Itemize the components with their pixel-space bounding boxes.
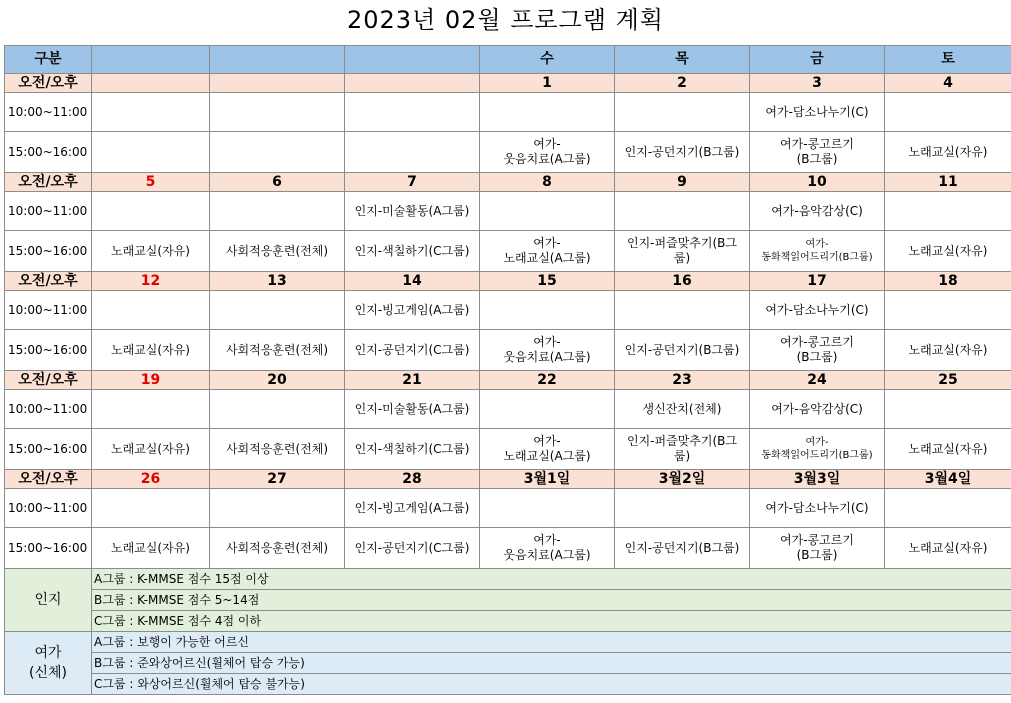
- program-cell-sun[interactable]: 노래교실(자유): [92, 528, 210, 569]
- time-label[interactable]: 15:00~16:00: [5, 231, 92, 272]
- program-cell-sun[interactable]: 노래교실(자유): [92, 429, 210, 470]
- header-thu[interactable]: 목: [615, 46, 750, 74]
- date-cell-wed[interactable]: 15: [480, 272, 615, 291]
- program-cell-thu[interactable]: [615, 93, 750, 132]
- program-cell-sat[interactable]: [885, 93, 1011, 132]
- program-cell-tue[interactable]: 인지-공던지기(C그룹): [345, 330, 480, 371]
- header-sun[interactable]: [92, 46, 210, 74]
- time-slot-row: [5, 291, 1011, 330]
- program-cell-mon[interactable]: [210, 192, 345, 231]
- week-label[interactable]: 오전/오후: [5, 371, 92, 390]
- date-cell-thu[interactable]: 2: [615, 74, 750, 93]
- date-cell-tue[interactable]: [345, 74, 480, 93]
- program-cell-thu[interactable]: 인지-공던지기(B그룹): [615, 528, 750, 569]
- date-cell-thu[interactable]: 9: [615, 173, 750, 192]
- program-cell-wed[interactable]: [480, 291, 615, 330]
- program-cell-fri[interactable]: 여가-콩고르기 (B그룹): [750, 528, 885, 569]
- date-cell-wed[interactable]: 22: [480, 371, 615, 390]
- date-cell-wed[interactable]: 1: [480, 74, 615, 93]
- program-cell-tue[interactable]: [345, 132, 480, 173]
- program-cell-sat[interactable]: [885, 291, 1011, 330]
- program-cell-tue[interactable]: 인지-미술활동(A그룹): [345, 192, 480, 231]
- time-label[interactable]: 10:00~11:00: [5, 489, 92, 528]
- program-cell-tue[interactable]: [345, 93, 480, 132]
- legend-cognitive-a[interactable]: A그룹 : K-MMSE 점수 15점 이상: [92, 569, 1011, 590]
- program-cell-fri[interactable]: 여가- 동화책읽어드리기(B그룹): [750, 231, 885, 272]
- program-cell-thu[interactable]: 생신잔치(전체): [615, 390, 750, 429]
- program-cell-sun[interactable]: [92, 192, 210, 231]
- date-cell-fri[interactable]: 10: [750, 173, 885, 192]
- legend-row: [5, 590, 1011, 611]
- week-label[interactable]: 오전/오후: [5, 272, 92, 291]
- date-cell-fri[interactable]: 17: [750, 272, 885, 291]
- program-cell-thu[interactable]: 인지-공던지기(B그룹): [615, 330, 750, 371]
- week-date-row: [5, 272, 1011, 291]
- program-cell-wed[interactable]: [480, 390, 615, 429]
- program-cell-tue[interactable]: 인지-미술활동(A그룹): [345, 390, 480, 429]
- date-cell-fri[interactable]: 3월3일: [750, 470, 885, 489]
- program-cell-sat[interactable]: 노래교실(자유): [885, 528, 1011, 569]
- legend-row: [5, 653, 1011, 674]
- program-cell-wed[interactable]: 여가- 웃음치료(A그룹): [480, 330, 615, 371]
- program-cell-fri[interactable]: 여가-콩고르기 (B그룹): [750, 132, 885, 173]
- program-cell-sun[interactable]: [92, 390, 210, 429]
- date-cell-thu[interactable]: 3월2일: [615, 470, 750, 489]
- program-cell-thu[interactable]: 인지-공던지기(B그룹): [615, 132, 750, 173]
- header-category[interactable]: 구분: [5, 46, 92, 74]
- date-cell-thu[interactable]: 16: [615, 272, 750, 291]
- program-cell-mon[interactable]: 사회적응훈련(전체): [210, 429, 345, 470]
- legend-physical-label[interactable]: 여가 (신체): [5, 632, 92, 695]
- legend-row: [5, 632, 1011, 653]
- time-label[interactable]: 15:00~16:00: [5, 330, 92, 371]
- week-date-row: [5, 74, 1011, 93]
- time-label[interactable]: 10:00~11:00: [5, 93, 92, 132]
- program-cell-wed[interactable]: 여가- 노래교실(A그룹): [480, 231, 615, 272]
- program-cell-thu[interactable]: 인지-퍼즐맞추기(B그 룹): [615, 429, 750, 470]
- header-fri[interactable]: 금: [750, 46, 885, 74]
- program-cell-fri[interactable]: 여가-담소나누기(C): [750, 291, 885, 330]
- time-slot-row: [5, 93, 1011, 132]
- legend-physical-a[interactable]: A그룹 : 보행이 가능한 어르신: [92, 632, 1011, 653]
- program-cell-tue[interactable]: 인지-색칠하기(C그룹): [345, 429, 480, 470]
- header-wed[interactable]: 수: [480, 46, 615, 74]
- program-cell-fri[interactable]: 여가-음악감상(C): [750, 192, 885, 231]
- program-cell-tue[interactable]: 인지-색칠하기(C그룹): [345, 231, 480, 272]
- program-cell-thu[interactable]: [615, 489, 750, 528]
- program-cell-sun[interactable]: [92, 291, 210, 330]
- time-slot-row: [5, 231, 1011, 272]
- date-cell-fri[interactable]: 3: [750, 74, 885, 93]
- program-cell-mon[interactable]: 사회적응훈련(전체): [210, 231, 345, 272]
- legend-row: [5, 674, 1011, 695]
- program-cell-fri[interactable]: 여가- 동화책읽어드리기(B그룹): [750, 429, 885, 470]
- legend-cognitive-label[interactable]: 인지: [5, 569, 92, 632]
- date-cell-sun[interactable]: 19: [92, 371, 210, 390]
- legend-cognitive-c[interactable]: C그룹 : K-MMSE 점수 4점 이하: [92, 611, 1011, 632]
- legend-row: [5, 611, 1011, 632]
- time-slot-row: [5, 390, 1011, 429]
- time-label[interactable]: 10:00~11:00: [5, 390, 92, 429]
- program-cell-wed[interactable]: [480, 192, 615, 231]
- program-cell-sun[interactable]: [92, 132, 210, 173]
- date-cell-tue[interactable]: 21: [345, 371, 480, 390]
- date-cell-wed[interactable]: 8: [480, 173, 615, 192]
- date-cell-sun[interactable]: 5: [92, 173, 210, 192]
- page-title: 2023년 02월 프로그램 계획: [347, 6, 664, 34]
- time-slot-row: [5, 330, 1011, 371]
- time-label[interactable]: 15:00~16:00: [5, 132, 92, 173]
- program-cell-fri[interactable]: 여가-콩고르기 (B그룹): [750, 330, 885, 371]
- time-label[interactable]: 15:00~16:00: [5, 528, 92, 569]
- week-date-row: [5, 470, 1011, 489]
- date-cell-tue[interactable]: 14: [345, 272, 480, 291]
- time-slot-row: [5, 429, 1011, 470]
- program-cell-sat[interactable]: [885, 489, 1011, 528]
- date-cell-mon[interactable]: 27: [210, 470, 345, 489]
- program-cell-tue[interactable]: 인지-빙고게임(A그룹): [345, 291, 480, 330]
- program-cell-mon[interactable]: [210, 132, 345, 173]
- date-cell-mon[interactable]: 20: [210, 371, 345, 390]
- date-cell-sat[interactable]: 3월4일: [885, 470, 1011, 489]
- header-tue[interactable]: [345, 46, 480, 74]
- week-date-row: [5, 173, 1011, 192]
- program-cell-tue[interactable]: 인지-공던지기(C그룹): [345, 528, 480, 569]
- header-mon[interactable]: [210, 46, 345, 74]
- program-cell-sat[interactable]: 노래교실(자유): [885, 429, 1011, 470]
- date-cell-sat[interactable]: 18: [885, 272, 1011, 291]
- date-cell-sun[interactable]: [92, 74, 210, 93]
- program-cell-thu[interactable]: [615, 291, 750, 330]
- date-cell-sun[interactable]: 12: [92, 272, 210, 291]
- program-cell-wed[interactable]: [480, 93, 615, 132]
- header-row: [5, 46, 1011, 74]
- legend-row: [5, 569, 1011, 590]
- date-cell-mon[interactable]: [210, 74, 345, 93]
- week-date-row: [5, 371, 1011, 390]
- program-cell-tue[interactable]: 인지-빙고게임(A그룹): [345, 489, 480, 528]
- program-cell-sun[interactable]: [92, 93, 210, 132]
- program-cell-thu[interactable]: [615, 192, 750, 231]
- program-cell-sat[interactable]: 노래교실(자유): [885, 330, 1011, 371]
- program-cell-sat[interactable]: [885, 192, 1011, 231]
- program-cell-thu[interactable]: 인지-퍼즐맞추기(B그 룹): [615, 231, 750, 272]
- week-label[interactable]: 오전/오후: [5, 470, 92, 489]
- date-cell-fri[interactable]: 24: [750, 371, 885, 390]
- week-label[interactable]: 오전/오후: [5, 173, 92, 192]
- date-cell-thu[interactable]: 23: [615, 371, 750, 390]
- date-cell-sun[interactable]: 26: [92, 470, 210, 489]
- program-cell-mon[interactable]: [210, 291, 345, 330]
- date-cell-sat[interactable]: 25: [885, 371, 1011, 390]
- program-cell-sun[interactable]: [92, 489, 210, 528]
- program-cell-mon[interactable]: 사회적응훈련(전체): [210, 330, 345, 371]
- header-sat[interactable]: 토: [885, 46, 1011, 74]
- program-cell-fri[interactable]: 여가-음악감상(C): [750, 390, 885, 429]
- program-cell-wed[interactable]: 여가- 웃음치료(A그룹): [480, 132, 615, 173]
- program-cell-wed[interactable]: [480, 489, 615, 528]
- program-cell-mon[interactable]: [210, 489, 345, 528]
- legend-cognitive-b[interactable]: B그룹 : K-MMSE 점수 5~14점: [92, 590, 1011, 611]
- legend-physical-b[interactable]: B그룹 : 준와상어르신(휠체어 탑승 가능): [92, 653, 1011, 674]
- time-slot-row: [5, 132, 1011, 173]
- time-slot-row: [5, 192, 1011, 231]
- program-cell-mon[interactable]: [210, 93, 345, 132]
- date-cell-mon[interactable]: 13: [210, 272, 345, 291]
- date-cell-sat[interactable]: 11: [885, 173, 1011, 192]
- program-cell-wed[interactable]: 여가- 웃음치료(A그룹): [480, 528, 615, 569]
- date-cell-sat[interactable]: 4: [885, 74, 1011, 93]
- date-cell-mon[interactable]: 6: [210, 173, 345, 192]
- program-cell-mon[interactable]: [210, 390, 345, 429]
- time-label[interactable]: 15:00~16:00: [5, 429, 92, 470]
- program-cell-sat[interactable]: 노래교실(자유): [885, 132, 1011, 173]
- time-slot-row: [5, 489, 1011, 528]
- week-label[interactable]: 오전/오후: [5, 74, 92, 93]
- schedule-table: [4, 45, 1011, 695]
- program-cell-sun[interactable]: 노래교실(자유): [92, 330, 210, 371]
- date-cell-tue[interactable]: 7: [345, 173, 480, 192]
- legend-physical-c[interactable]: C그룹 : 와상어르신(휠체어 탑승 불가능): [92, 674, 1011, 695]
- time-slot-row: [5, 528, 1011, 569]
- program-cell-mon[interactable]: 사회적응훈련(전체): [210, 528, 345, 569]
- program-cell-fri[interactable]: 여가-담소나누기(C): [750, 489, 885, 528]
- time-label[interactable]: 10:00~11:00: [5, 291, 92, 330]
- time-label[interactable]: 10:00~11:00: [5, 192, 92, 231]
- program-cell-wed[interactable]: 여가- 노래교실(A그룹): [480, 429, 615, 470]
- program-cell-sat[interactable]: [885, 390, 1011, 429]
- date-cell-wed[interactable]: 3월1일: [480, 470, 615, 489]
- program-cell-sun[interactable]: 노래교실(자유): [92, 231, 210, 272]
- date-cell-tue[interactable]: 28: [345, 470, 480, 489]
- program-cell-fri[interactable]: 여가-담소나누기(C): [750, 93, 885, 132]
- program-cell-sat[interactable]: 노래교실(자유): [885, 231, 1011, 272]
